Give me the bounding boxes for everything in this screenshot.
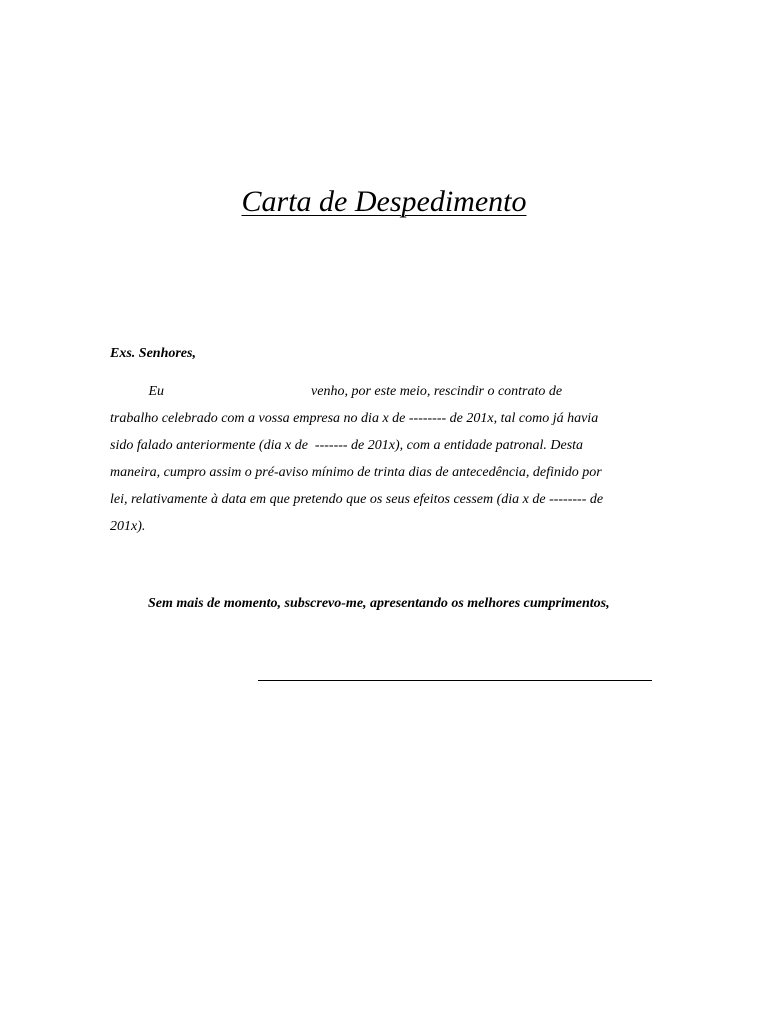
letter-body-line: trabalho celebrado com a vossa empresa no dia x de -------- de 201x, tal como já havia	[110, 411, 599, 426]
document-title	[0, 184, 768, 220]
letter-body-line: sido falado anteriormente (dia x de ------- de 201x), com a entidade patronal. Desta	[110, 438, 584, 453]
signature-line	[258, 680, 652, 681]
letter-body-line: lei, relativamente à data em que pretendo que os seus efeitos cessem (dia x de -------- de	[110, 492, 604, 507]
letter-body-line: 201x).	[110, 519, 146, 534]
salutation: Exs. Senhores,	[110, 346, 196, 361]
closing-line: Sem mais de momento, subscrevo-me, apresentando os melhores cumprimentos,	[148, 596, 610, 611]
letter-body	[110, 378, 660, 540]
letter-body-line: maneira, cumpro assim o pré-aviso mínimo de trinta dias de antecedência, definido por	[110, 465, 602, 480]
letter-body-line: Eu venho, por este meio, rescindir o contrato de	[110, 384, 563, 399]
document-title-text: Carta de Despedimento	[241, 185, 527, 218]
